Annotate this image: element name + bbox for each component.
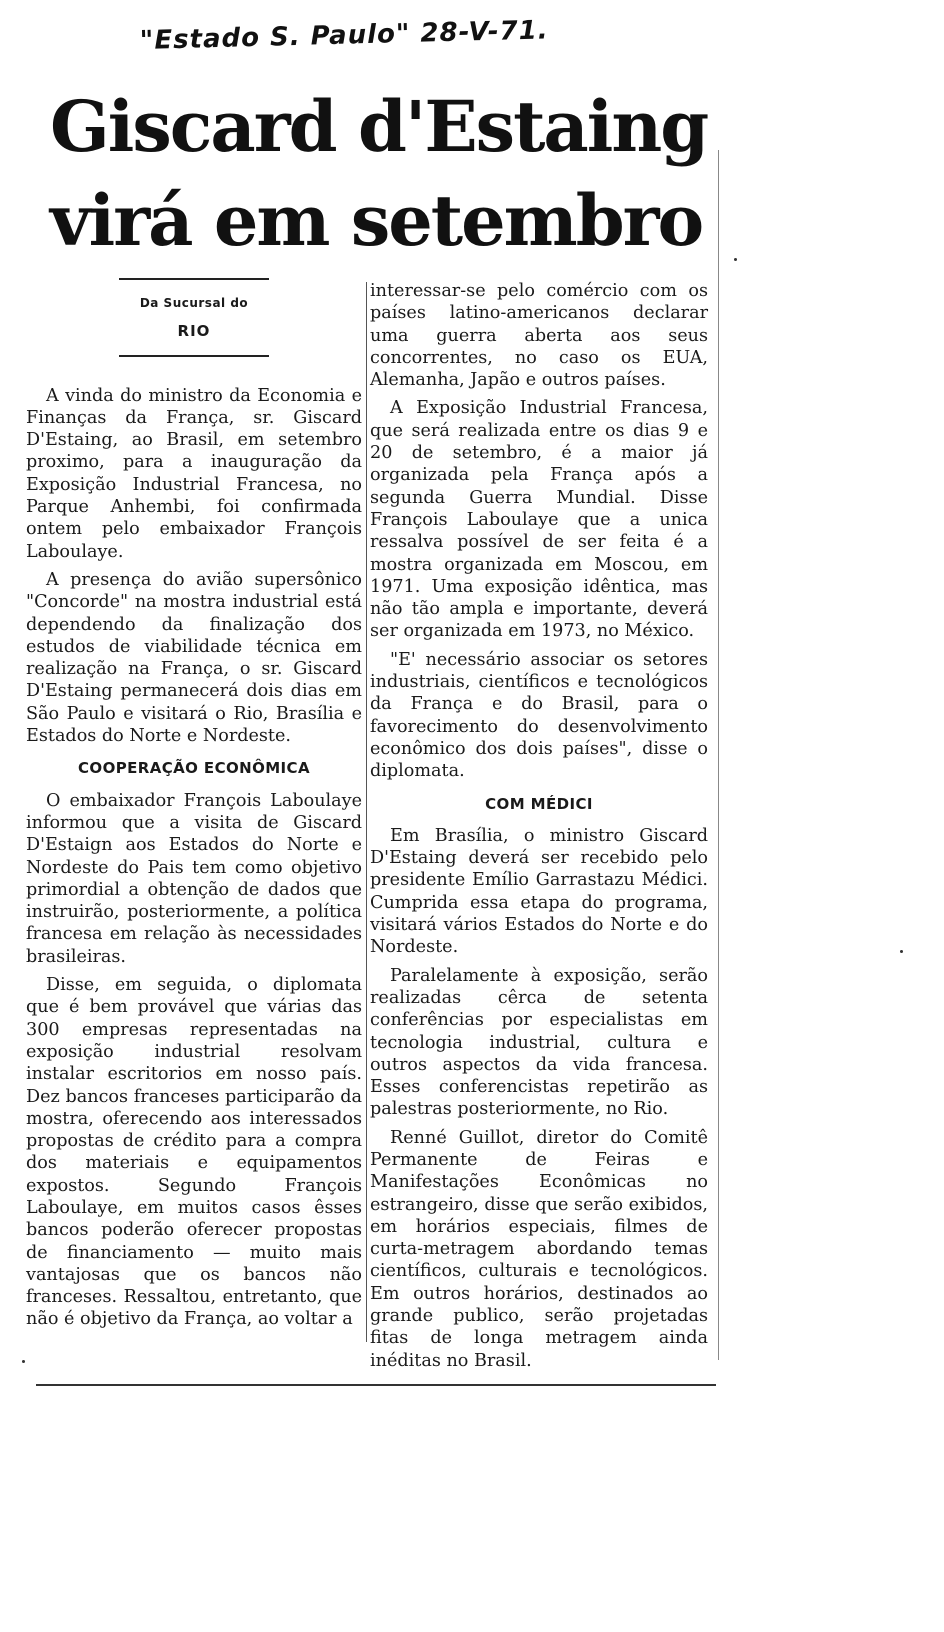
- paragraph: O embaixador François Laboulaye informou que a visita de Giscard D'Estaign aos Estados do Norte e Nordeste do Pais tem como objetivo primordial a obtenção de dados que instruirão, posteriormente, a política francesa em relação às necessidades brasileiras.: [26, 790, 362, 967]
- paragraph: A presença do avião supersônico "Concorde" na mostra industrial está dependendo da finalização dos estudos de viabilidade técnica em realização na França, o sr. Giscard D'Estaing permanecerá dois dias em São Paulo e visitará o Rio, Brasília e Estados do Norte e Nordeste.: [26, 569, 362, 747]
- paragraph: A Exposição Industrial Francesa, que será realizada entre os dias 9 e 20 de setembro, é a maior já organizada pela França após a segunda Guerra Mundial. Disse François Laboulaye que a unica ressalva possível de ser feita é a mostra organizada em Moscou, em 1971. Uma exposição idêntica, mas não tão ampla e importante, deverá ser organizada em 1973, no México.: [370, 398, 708, 642]
- byline-rule-bottom: [119, 355, 269, 357]
- article-column-left: [26, 278, 362, 1337]
- right-margin-rule: [718, 150, 719, 1360]
- byline-city: RIO: [177, 322, 211, 341]
- article-column-right: [370, 280, 708, 1378]
- subhead-cooperacao: COOPERAÇÃO ECONÔMICA: [78, 759, 310, 778]
- scan-speck: [22, 1360, 25, 1363]
- handwritten-note: "Estado S. Paulo" 28-V-71.: [139, 15, 549, 56]
- column-divider: [366, 282, 367, 1342]
- paragraph: "E' necessário associar os setores industriais, científicos e tecnológicos da França e do Brasil, para o favorecimento do desenvolvimento econômico dos dois países", disse o diplomata.: [370, 649, 708, 782]
- headline: [50, 80, 708, 268]
- paragraph: Em Brasília, o ministro Giscard D'Estaing deverá ser recebido pelo presidente Emílio Garrastazu Médici. Cumprida essa etapa do programa, visitará vários Estados do Norte e do Nordeste.: [370, 825, 708, 958]
- bottom-rule: [36, 1384, 716, 1386]
- scan-speck: [900, 950, 903, 953]
- scan-speck: [734, 258, 737, 261]
- paragraph: Disse, em seguida, o diplomata que é bem provável que várias das 300 empresas representadas na exposição industrial resolvam instalar escritorios em nosso país. Dez bancos franceses participarão da mostra, oferecendo aos interessados propostas de crédito para a compra dos materiais e equipamentos expostos. Segundo François Laboulaye, em muitos casos êsses bancos poderão oferecer propostas de financiamento — muito mais vantajosas que os bancos não franceses. Ressaltou, entretanto, que não é objetivo da França, ao voltar a: [26, 975, 362, 1330]
- paragraph: Renné Guillot, diretor do Comitê Permanente de Feiras e Manifestações Econômicas no estrangeiro, disse que serão exibidos, em horários especiais, filmes de curta-metragem abordando temas científicos, culturais e tecnológicos. Em outros horários, destinados ao grande publico, serão projetadas fitas de longa metragem ainda inéditas no Brasil.: [370, 1127, 708, 1371]
- byline-rule-top: [119, 278, 269, 280]
- subhead-com-medici: COM MÉDICI: [485, 794, 593, 813]
- byline-source: Da Sucursal do: [139, 296, 249, 310]
- paragraph: A vinda do ministro da Economia e Finanças da França, sr. Giscard D'Estaing, ao Brasil, em setembro proximo, para a inauguração da Exposição Industrial Francesa, no Parque Anhembi, foi confirmada ontem pelo embaixador François Laboulaye.: [26, 385, 362, 562]
- paragraph: interessar-se pelo comércio com os países latino-americanos declarar uma guerra aberta aos seus concorrentes, no caso os EUA, Alemanha, Japão e outros países.: [370, 281, 708, 391]
- headline-line-2: virá em setembro: [50, 179, 703, 262]
- headline-line-1: Giscard d'Estaing: [50, 85, 708, 168]
- byline: [26, 278, 362, 357]
- paragraph: Paralelamente à exposição, serão realizadas cêrca de setenta conferências por especialistas em tecnologia industrial, cultura e outros aspectos da vida francesa. Esses conferencistas repetirão as palestras posteriormente, no Rio.: [370, 965, 708, 1120]
